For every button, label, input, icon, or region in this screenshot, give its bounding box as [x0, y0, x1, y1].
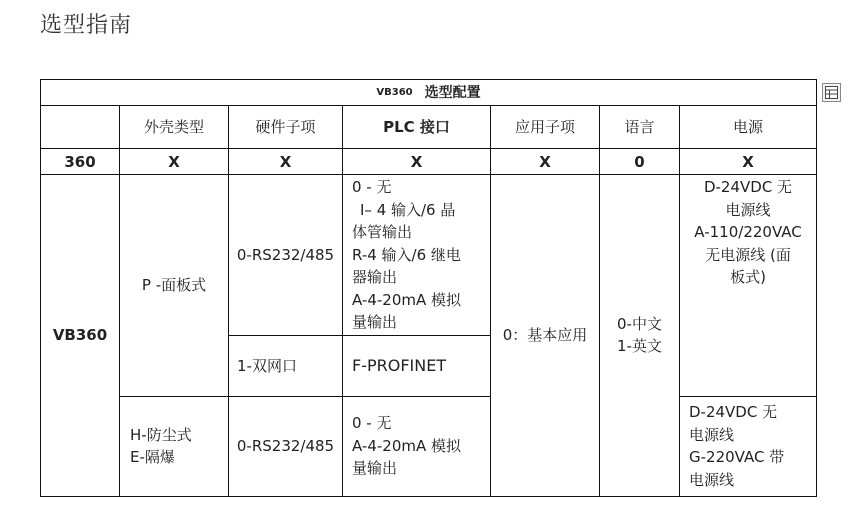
language-options — [600, 175, 680, 497]
power-options-2 — [680, 396, 817, 496]
housing-2-line: H-防尘式 — [130, 425, 192, 444]
plc-1-line: R-4 输入/6 继电 — [352, 245, 461, 264]
power-1-line: 无电源线 (面 — [705, 245, 791, 264]
language-line: 1-英文 — [617, 337, 662, 356]
plc-1-line: 器输出 — [352, 268, 398, 286]
code-housing: X — [120, 149, 229, 175]
code-plc: X — [343, 149, 491, 175]
plc-1-line: 体管输出 — [352, 223, 413, 241]
power-1-line: D-24VDC 无 — [703, 178, 793, 196]
power-2-line: 电源线 — [689, 425, 735, 444]
code-label: 360 — [41, 149, 120, 175]
plc-3-line: 0 - 无 — [352, 414, 392, 433]
code-language: 0 — [600, 149, 680, 175]
plc-3-line: 量输出 — [352, 459, 398, 478]
hardware-rs232-2: 0-RS232/485 — [229, 396, 343, 496]
plc-1-line: 0 - 无 — [352, 178, 392, 196]
title-model: VB360 — [376, 86, 413, 98]
table-view-icon-glyph — [825, 86, 838, 99]
plc-1-line: 量输出 — [352, 313, 398, 331]
plc-1-line: I– 4 输入/6 晶 — [360, 200, 456, 219]
housing-panel: P -面板式 — [120, 175, 229, 397]
code-power: X — [680, 149, 817, 175]
model-label: VB360 — [41, 175, 120, 497]
table-title — [41, 80, 817, 106]
housing-dustproof — [120, 396, 229, 496]
page-title: 选型指南 — [40, 13, 133, 38]
code-application: X — [491, 149, 600, 175]
power-2-line: D-24VDC 无 — [689, 403, 778, 421]
housing-2-line: E-隔爆 — [130, 448, 175, 466]
header-housing: 外壳类型 — [120, 106, 229, 149]
power-2-line: 电源线 — [689, 470, 735, 489]
selection-table — [40, 79, 817, 497]
header-power: 电源 — [680, 106, 817, 149]
header-hardware: 硬件子项 — [229, 106, 343, 149]
application-basic: 0：基本应用 — [491, 175, 600, 497]
plc-1-line: A-4-20mA 模拟 — [352, 290, 462, 309]
plc-options-1 — [343, 175, 491, 336]
power-1-line: 板式) — [730, 268, 766, 286]
header-empty — [41, 106, 120, 149]
plc-profinet: F-PROFINET — [343, 335, 491, 396]
hardware-dual-network: 1-双网口 — [229, 335, 343, 396]
header-application: 应用子项 — [491, 106, 600, 149]
plc-options-3 — [343, 396, 491, 496]
power-options-1 — [680, 175, 817, 397]
code-hardware: X — [229, 149, 343, 175]
power-2-line: G-220VAC 带 — [689, 448, 785, 466]
hardware-rs232-1: 0-RS232/485 — [229, 175, 343, 336]
power-1-line: A-110/220VAC — [694, 223, 802, 241]
power-1-line: 电源线 — [725, 200, 771, 219]
title-text: 选型配置 — [424, 84, 481, 101]
plc-3-line: A-4-20mA 模拟 — [352, 436, 462, 455]
header-plc: PLC 接口 — [343, 106, 491, 149]
language-line: 0-中文 — [617, 314, 662, 333]
table-view-icon[interactable] — [822, 83, 841, 102]
header-language: 语言 — [600, 106, 680, 149]
